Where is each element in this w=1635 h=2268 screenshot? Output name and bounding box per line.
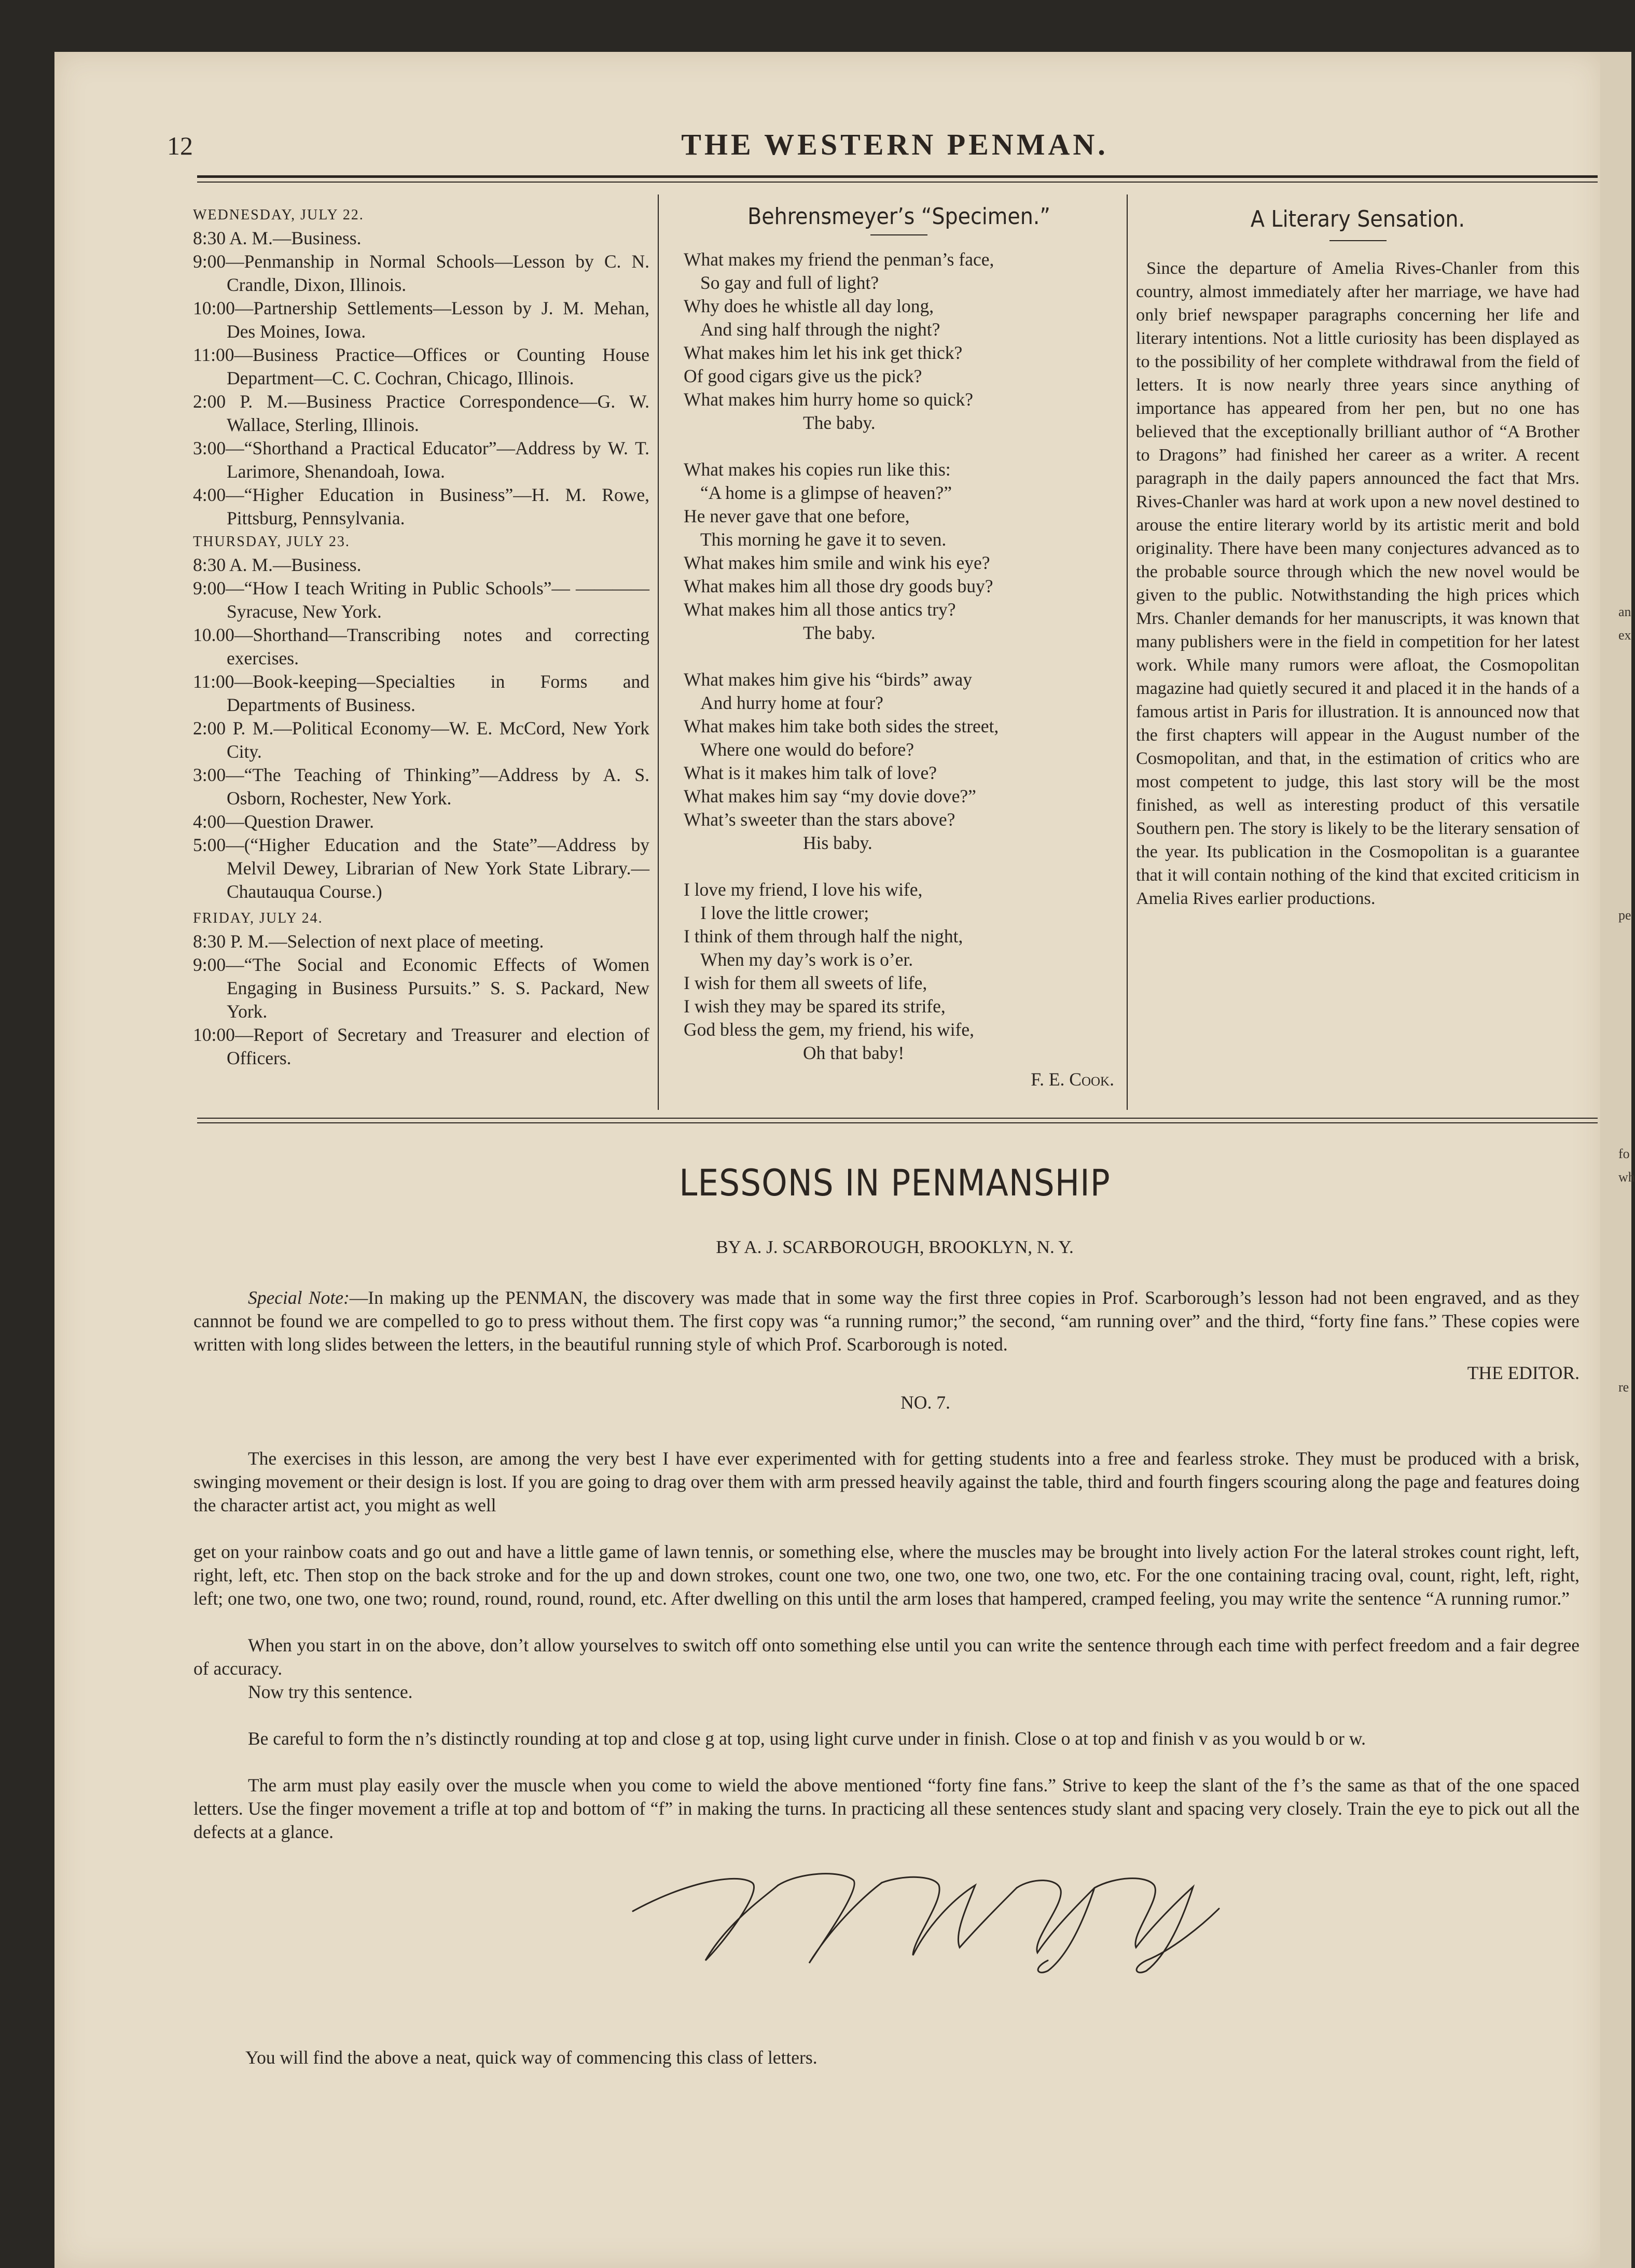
schedule-item: 11:00—Book-keeping—Specialties in Forms and Departments of Business. [193,671,649,715]
note-text: —In making up the PENMAN, the discovery was made that in some way the first three copies in Prof. Scarborough’s lesson had not been engraved, and as they cannnot be found we are compelled to go to press without them. The first copy was “a running rumor;” the second, “am running over” and the third, “forty fine fans.” These copies were written with long slides between the letters, in the beautiful running style of which Prof. Scarborough is noted. [193,1287,1580,1355]
poem-line: And hurry home at four? [700,692,883,713]
masthead-title: THE WESTERN PENMAN. [681,128,1109,161]
poem-body [684,248,1114,1065]
paragraph: get on your rainbow coats and go out and have a little game of lawn tennis, or something else, where the muscles may be brought into lively action For the lateral strokes count right, left, right, left, etc. Then stop on the back stroke and for the up and down strokes, count one two, one two, one two, one two, etc. For the one containing tracing oval, count, right, left, right, left; one two, one two, one two; round, round, round, round, etc. After dwelling on this until the arm loses that hampered, cramped feeling, you may write the sentence “A running rumor.” [193,1541,1579,1609]
schedule-item: 10:00—Report of Secretary and Treasurer and election of Officers. [193,1024,649,1068]
schedule-item: 8:30 A. M.—Business. [193,554,362,575]
penmanship-exercise-image [622,1862,1224,1976]
column-divider [658,194,659,1110]
poem-line: God bless the gem, my friend, his wife, [684,1019,975,1040]
paragraph: You will find the above a neat, quick way of commencing this class of letters. [245,2047,818,2068]
poem-line: I wish for them all sweets of life, [684,972,927,993]
poem-line: What makes my friend the penman’s face, [684,249,994,270]
paragraph: The arm must play easily over the muscle when you come to wield the above mentioned “forty fine fans.” Strive to keep the slant of the f’s the same as that of the one spaced letters. Use the finger movement a trifle at top and bottom of “f” in making the turns. In practicing all these sentences study slant and spacing very closely. Train the eye to pick out all the defects at a glance. [193,1775,1579,1842]
poem-line: I love my friend, I love his wife, [684,879,923,900]
poem-author: F. E. Cook. [1031,1069,1114,1090]
poem-column [684,205,1114,1091]
poem-line: I love the little crower; [700,902,869,923]
schedule-item: 3:00—“Shorthand a Practical Educator”—Address by W. T. Larimore, Shenandoah, Iowa. [193,438,649,482]
poem-line: I wish they may be spared its strife, [684,996,946,1017]
section-rule [197,1122,1598,1123]
header-rule-thin [197,182,1598,183]
poem-line: When my day’s work is o’er. [700,949,913,970]
poem-line: What makes him smile and wink his eye? [684,552,990,573]
schedule-item: 10.00—Shorthand—Transcribing notes and correcting exercises. [193,624,649,669]
poem-line: “A home is a glimpse of heaven?” [700,482,952,503]
schedule-item: 9:00—“The Social and Economic Effects of Women Engaging in Business Pursuits.” S. S. Packard, New York. [193,954,649,1022]
adjacent-page-edge [1600,52,1635,2268]
paragraph: Now try this sentence. [248,1681,413,1702]
poem-line: What is it makes him talk of love? [684,762,937,783]
fragment: pe [1618,908,1631,923]
friday-items [193,930,649,1070]
fragment: fo [1618,1146,1630,1161]
poem-line: The baby. [803,412,876,433]
title-rule [1329,240,1387,241]
poem-line: His baby. [803,832,872,853]
schedule-item: 4:00—Question Drawer. [193,811,375,832]
literary-body: Since the departure of Amelia Rives-Chanler from this country, almost immediately after her marriage, we have had only brief newspaper paragraphs concerning her life and literary intentions. Not a little curiosity has been displayed as to the possibility of her complete withdrawal from the field of letters. It is now nearly three years since anything of importance has appeared from her pen, but no one has believed that the exceptionally brilliant author of “A Brother to Dragons” had finished her career as a writer. A recent paragraph in the daily papers announced the fact that Mrs. Rives-Chanler was hard at work upon a new novel destined to arouse the entire literary world by its artistic merit and bold originality. There have been many conjectures advanced as to the probable source through which the new novel would be given to the public. Notwithstanding the high prices which Mrs. Chanler demands for her manuscripts, it was known that many publishers were in the field in competition for her latest work. While many rumors were afloat, the Cosmopolitan magazine had quietly secured it and placed it in the hands of a famous artist in Paris for illustration. It is announced now that the first chapters will appear in the August number of the Cosmopolitan, and that, in the estimation of critics who are most competent to judge, this last story will be the most finished, as well as interesting product of this versatile Southern pen. The story is likely to be the literary sensation of the year. Its publication in the Cosmopolitan is a guarantee that it will contain nothing of the kind that excited criticism in Amelia Rives earlier productions. [1136,259,1579,908]
poem-line: Of good cigars give us the pick? [684,366,922,386]
poem-line: Oh that baby! [803,1042,905,1063]
fragment: re [1618,1380,1629,1395]
fragment: wh [1618,1170,1635,1185]
lesson-byline: BY A. J. SCARBOROUGH, BROOKLYN, N. Y. [716,1237,1074,1257]
thursday-items [193,553,649,903]
poem-line: I think of them through half the night, [684,926,963,947]
poem-line: What makes him give his “birds” away [684,669,973,690]
stanza-gap [684,435,1114,458]
poem-line: What makes his copies run like this: [684,459,951,480]
poem-line: And sing half through the night? [700,319,940,340]
poem-line: What makes him take both sides the street, [684,716,999,736]
schedule-item: 3:00—“The Teaching of Thinking”—Address by A. S. Osborn, Rochester, New York. [193,764,649,809]
wednesday-items [193,227,649,530]
poem-line: The baby. [803,622,876,643]
day-heading: THURSDAY, JULY 23. [193,534,350,550]
section-rule [197,1118,1598,1119]
schedule-item: 2:00 P. M.—Business Practice Correspondence—G. W. Wallace, Sterling, Illinois. [193,391,649,435]
literary-title: A Literary Sensation. [1250,206,1465,232]
schedule-item: 8:30 P. M.—Selection of next place of meeting. [193,931,544,952]
stanza-gap [684,645,1114,668]
page-number: 12 [167,131,193,160]
poem-line: What’s sweeter than the stars above? [684,809,955,830]
day-heading: FRIDAY, JULY 24. [193,910,323,926]
lesson-closing [193,2046,1579,2069]
poem-title: Behrensmeyer’s “Specimen.” [747,203,1050,230]
editor-sign: THE EDITOR. [1467,1362,1579,1383]
lesson-note [193,1286,1579,1414]
paragraph: Be careful to form the n’s distinctly rounding at top and close g at top, using light curve under in finish. Close o at top and finish v as you would b or w. [248,1728,1366,1749]
schedule-column [193,203,649,1070]
day-heading: WEDNESDAY, JULY 22. [193,207,364,223]
schedule-item: 2:00 P. M.—Political Economy—W. E. McCord, New York City. [193,718,649,762]
column-divider [1127,194,1128,1110]
schedule-item: 9:00—Penmanship in Normal Schools—Lesson by C. N. Crandle, Dixon, Illinois. [193,251,649,295]
schedule-item: 8:30 A. M.—Business. [193,228,362,248]
paragraph: When you start in on the above, don’t allow yourselves to switch off onto something else until you can write the sentence through each time with perfect freedom and a fair degree of accuracy. [193,1635,1579,1679]
poem-line: What makes him all those antics try? [684,599,956,620]
poem-line: Where one would do before? [700,739,915,760]
poem-line: He never gave that one before, [684,506,910,526]
schedule-item: 11:00—Business Practice—Offices or Counting House Department—C. C. Cochran, Chicago, Illinois. [193,344,649,388]
poem-line: What makes him let his ink get thick? [684,342,963,363]
fragment: an [1618,604,1631,619]
poem-line: Why does he whistle all day long, [684,296,934,316]
schedule-item: 10:00—Partnership Settlements—Lesson by J. M. Mehan, Des Moines, Iowa. [193,298,649,342]
header-rule [197,175,1598,178]
poem-line: What makes him say “my dovie dove?” [684,786,976,806]
lesson-text [193,1447,1579,1844]
poem-line: This morning he gave it to seven. [700,529,947,550]
title-rule [870,234,927,235]
note-label: Special Note: [248,1287,350,1308]
schedule-item: 4:00—“Higher Education in Business”—H. M. Rowe, Pittsburg, Pennsylvania. [193,484,649,528]
fragment: ex [1618,628,1631,643]
schedule-item: 9:00—“How I teach Writing in Public Schools”— ————Syracuse, New York. [193,578,649,622]
stanza-gap [684,855,1114,878]
poem-line: So gay and full of light? [700,272,879,293]
lesson-number: NO. 7. [900,1392,950,1413]
paragraph: The exercises in this lesson, are among the very best I have ever experimented with for getting students into a free and fearless stroke. They must be produced with a brisk, swinging movement or their design is lost. If you are going to drag over them with arm pressed heavily against the table, third and fourth fingers scouring along the page and features doing the character artist act, you might as well [193,1448,1579,1515]
schedule-item: 5:00—(“Higher Education and the State”—Address by Melvil Dewey, Librarian of New York State Library.—Chautauqua Course.) [193,834,649,902]
lesson-title: LESSONS IN PENMANSHIP [679,1162,1111,1204]
poem-line: What makes him hurry home so quick? [684,389,973,410]
literary-column [1136,207,1579,910]
poem-line: What makes him all those dry goods buy? [684,576,993,596]
